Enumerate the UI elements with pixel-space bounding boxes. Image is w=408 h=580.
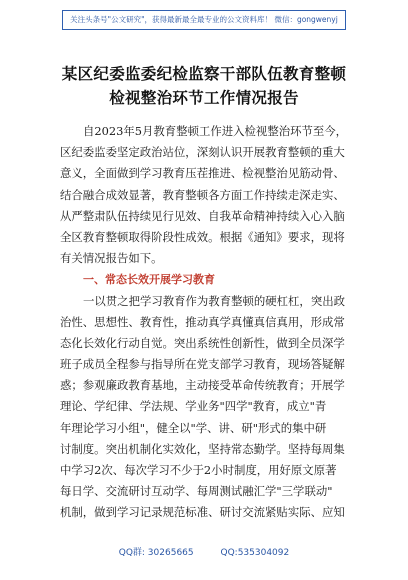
paragraph-line: 区纪委监委坚定政治站位，深刻认识开展教育整顿的重大	[60, 145, 345, 160]
paragraph-line: 有关情况报告如下。	[60, 251, 163, 266]
section-line: 班子成员全程参与指导所在党支部学习教育，现场答疑解	[60, 357, 345, 372]
section-line: 惑；参观廉政教育基地，主动接受革命传统教育；开展学	[60, 378, 345, 393]
section-line: 机制，做到学习记录规范标准、研讨交流紧贴实际、应知	[60, 505, 345, 520]
section-heading: 一、常态长效开展学习教育	[83, 273, 215, 287]
section-line: 年理论学习小组"，健全以"学、讲、研"形式的集中研	[60, 420, 327, 435]
section-line: 理论、学纪律、学法规、学业务"四学"教育，成立"青	[60, 399, 327, 414]
paragraph-line: 自2023年5月教育整顿工作进入检视整治环节至今，	[83, 124, 348, 138]
footer-contact	[0, 545, 408, 558]
section-line: 态化长效化行动自觉。突出系统性创新性，做到全员深学	[60, 335, 345, 350]
footer-qq: QQ:535304092	[220, 548, 290, 558]
section-line: 中学习2次、每次学习不少于2小时制度，用好原文原著	[60, 463, 337, 477]
paragraph-line: 全区教育整顿取得阶段性成效。根据《通知》要求，现将	[60, 229, 345, 244]
section-line: 讨制度。突出机制化实效化，坚持常态勤学。坚持每周集	[60, 441, 345, 456]
section-line: 治性、思想性、教育性，推动真学真懂真信真用，形成常	[60, 314, 345, 329]
section-line: 每日学、交流研讨互动学、每周测试融汇学"三学联动"	[60, 484, 333, 499]
header-banner: 关注头条号"公文研究"，获得最新最全最专业的公文资料库！ 微信：gongwenyj	[62, 10, 346, 30]
paragraph-line: 意义，全面做到学习教育压茬推进、检视整治见筋动骨、	[60, 166, 345, 181]
document-body	[60, 121, 360, 524]
paragraph-line: 结合融合成效显著，教育整顿各方面工作持续走深走实、	[60, 187, 345, 202]
footer-qq-group: QQ群: 30265665	[118, 548, 194, 558]
document-title-line-1: 某区纪委监委纪检监察干部队伍教育整顿	[61, 64, 347, 83]
section-line: 一以贯之把学习教育作为教育整顿的硬杠杠，突出政	[83, 293, 345, 308]
paragraph-line: 从严整肃队伍持续见行见效、自我革命精神持续入心入脑	[60, 208, 345, 223]
document-title-line-2: 检视整治环节工作情况报告	[109, 88, 299, 107]
